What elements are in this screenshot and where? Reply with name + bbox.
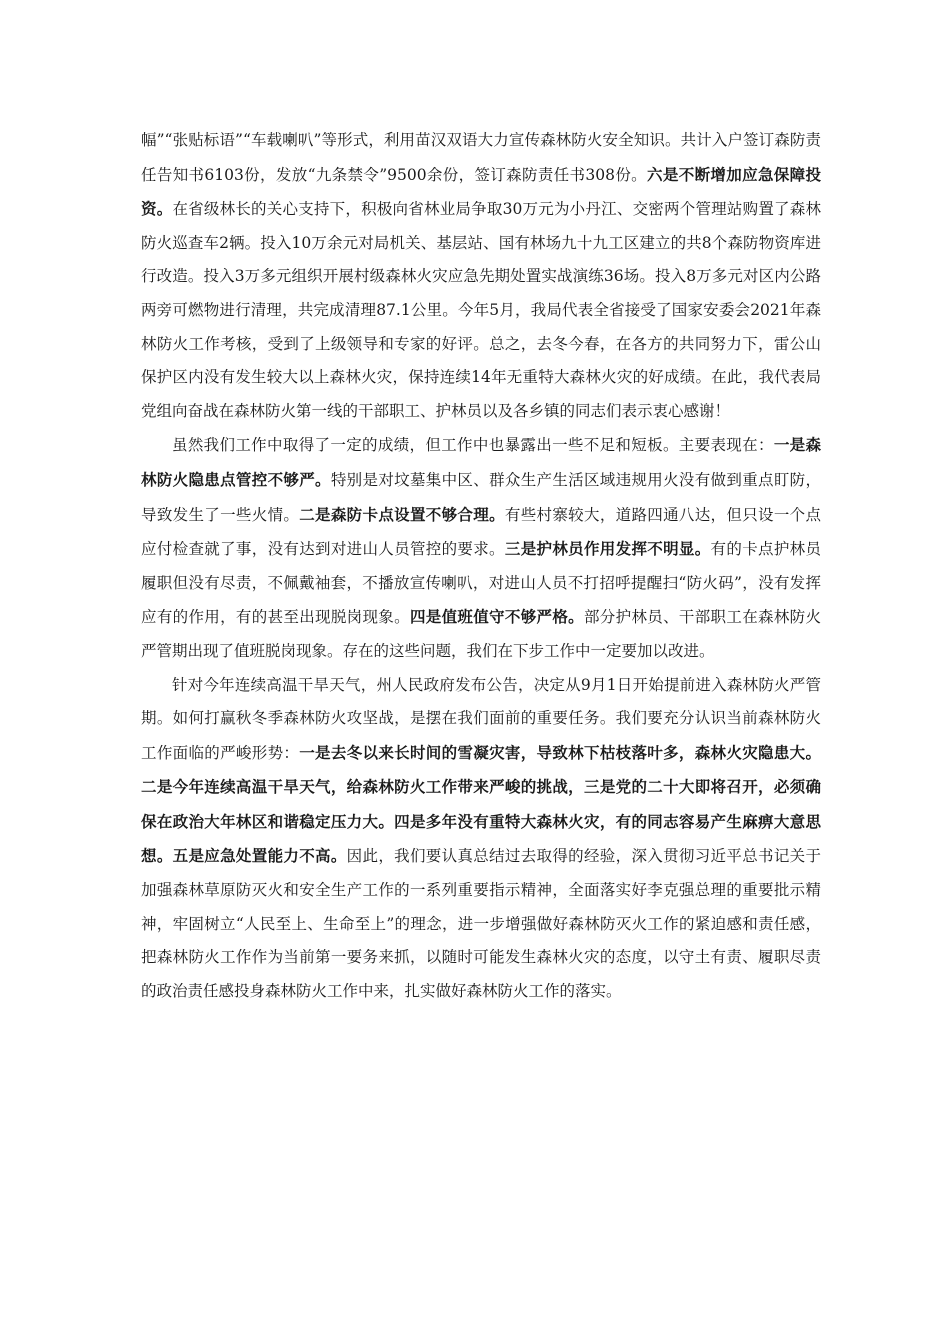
paragraph-3-situation-points: 一是去冬以来长时间的雪凝灾害，导致林下枯枝落叶多，森林火灾隐患大。二是今年连续高温干旱天气，给森林防火工作带来严峻的挑战，三是党的二十大即将召开，必须确保在政治大年林区和谐稳定压力大。四是多年没有重特大森林火灾，有的同志容易产生麻痹大意思想。五是应急处置能力不高。 xyxy=(141,742,821,866)
paragraph-3 xyxy=(141,669,821,1009)
paragraph-2-run-3: 特别是对坟墓集中区、群众生产生活区域违规用火没有做到重点盯防，导致发生了一些火情。 xyxy=(141,470,821,524)
paragraph-1-run-3: 在省级林长的关心支持下，积极向省林业局争取30万元为小丹江、交密两个管理站购置了森林防火巡查车2辆。投入10万余元对局机关、基层站、国有林场九十九工区建立的共8个森防物资库进行改造。投入3万多元组织开展村级森林火灾应急先期处置实战演练36场。投入8万多元对区内公路两旁可燃物进行清理，共完成清理87.1公里。今年5月，我局代表全省接受了国家安委会2021年森林防火工作考核，受到了上级领导和专家的好评。总之，去冬今春，在各方的共同努力下，雷公山保护区内没有发生较大以上森林火灾，保持连续14年无重特大森林火灾的好成绩。在此，我代表局党组向奋战在森林防火第一线的干部职工、护林员以及各乡镇的同志们表示衷心感谢！ xyxy=(141,200,821,420)
paragraph-2-run-5: 有些村寨较大，道路四通八达，但只设一个点应付检查就了事，没有达到对进山人员管控的要求。 xyxy=(141,505,821,559)
paragraph-2 xyxy=(141,428,821,668)
paragraph-2-point-4: 四是值班值守不够严格。 xyxy=(409,607,584,627)
paragraph-2-run-9: 部分护林员、干部职工在森林防火严管期出现了值班脱岗现象。存在的这些问题，我们在下步工作中一定要加以改进。 xyxy=(141,608,821,660)
paragraph-2-point-1: 一是森林防火隐患点管控不够严。 xyxy=(141,435,821,489)
paragraph-1-run-1: 幅”“张贴标语”“车载喇叭”等形式，利用苗汉双语大力宣传森林防火安全知识。共计入户签订森防责任告知书6103份，发放“九条禁令”9500余份，签订森防责任书308份。 xyxy=(141,131,821,184)
paragraph-3-run-3: 因此，我们要认真总结过去取得的经验，深入贯彻习近平总书记关于加强森林草原防灭火和安全生产工作的一系列重要指示精神，全面落实好李克强总理的重要批示精神，牢固树立“人民至上、生命至上”的理念，进一步增强做好森林防灭火工作的紧迫感和责任感，把森林防火工作作为当前第一要务来抓，以随时可能发生森林火灾的态度，以守土有责、履职尽责的政治责任感投身森林防火工作中来，扎实做好森林防火工作的落实。 xyxy=(141,847,821,1000)
document-body xyxy=(141,124,821,1008)
paragraph-3-run-1: 针对今年连续高温干旱天气，州人民政府发布公告，决定从9月1日开始提前进入森林防火严管期。如何打赢秋冬季森林防火攻坚战，是摆在我们面前的重要任务。我们要充分认识当前森林防火工作面临的严峻形势： xyxy=(141,675,821,762)
paragraph-1 xyxy=(141,124,821,428)
paragraph-2-point-2: 二是森防卡点设置不够合理。 xyxy=(299,504,505,524)
paragraph-2-run-1: 虽然我们工作中取得了一定的成绩，但工作中也暴露出一些不足和短板。主要表现在： xyxy=(172,436,774,455)
paragraph-1-heading-6: 六是不断增加应急保障投资。 xyxy=(141,164,821,219)
paragraph-2-run-7: 有的卡点护林员履职但没有尽责，不佩戴袖套，不播放宣传喇叭，对进山人员不打招呼提醒扫“防火码”，没有发挥应有的作用，有的甚至出现脱岗现象。 xyxy=(141,540,821,627)
paragraph-2-point-3: 三是护林员作用发挥不明显。 xyxy=(504,539,711,559)
